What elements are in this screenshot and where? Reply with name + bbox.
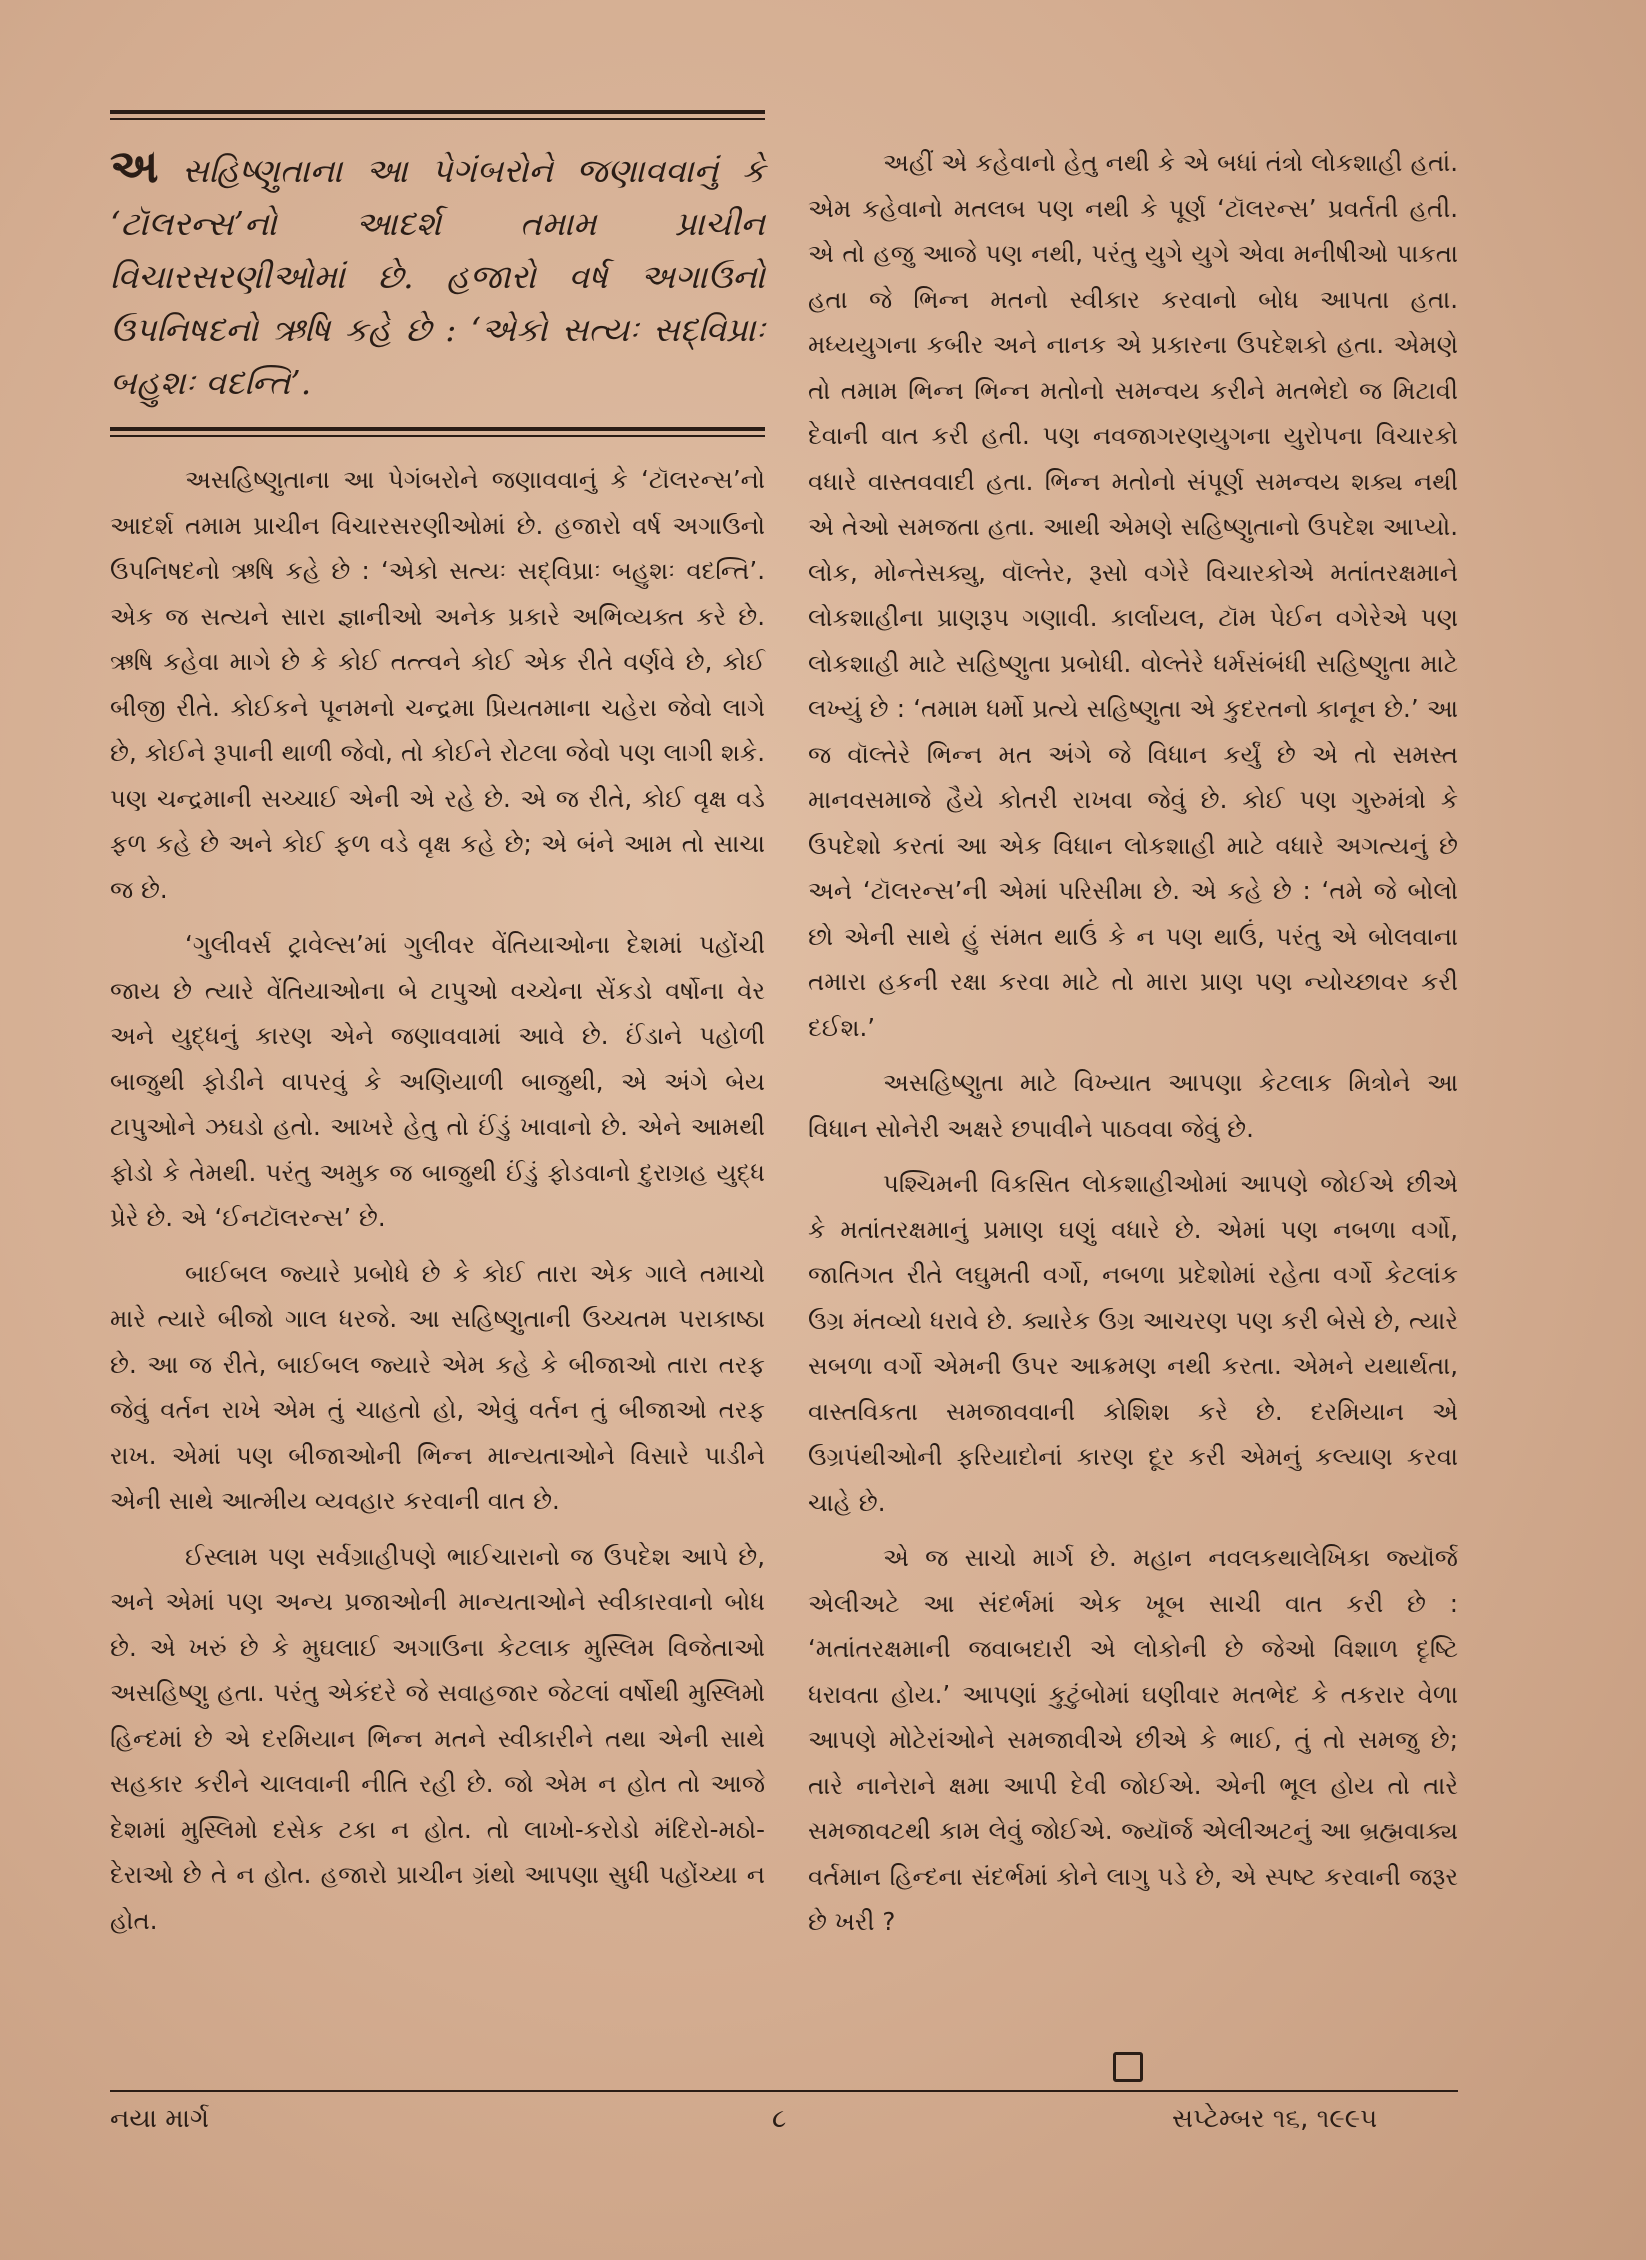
end-of-article-square-icon [1113, 2052, 1143, 2082]
right-column [808, 140, 1458, 1955]
pullquote-drop-letter: અ [110, 139, 159, 193]
publication-name: નયા માર્ગ [110, 2104, 210, 2134]
pullquote-top-rule [110, 110, 765, 120]
right-paragraph: પશ્ચિમની વિકસિત લોકશાહીઓમાં આપણે જોઈએ છીએ કે મતાંતરક્ષમાનું પ્રમાણ ઘણું વધારે છે. એમાં પણ નબળા વર્ગો, જાતિગત રીતે લઘુમતી વર્ગો, નબળા પ્રદેશોમાં રહેતા વર્ગો કેટલાંક ઉગ્ર મંતવ્યો ધરાવે છે. ક્યારેક ઉગ્ર આચરણ પણ કરી બેસે છે, ત્યારે સબળા વર્ગો એમની ઉપર આક્રમણ નથી કરતા. એમને યથાર્થતા, વાસ્તવિકતા સમજાવવાની કોશિશ કરે છે. દરમિયાન એ ઉગ્રપંથીઓની ફરિયાદોનાં કારણ દૂર કરી એમનું કલ્યાણ કરવા ચાહે છે. [808, 1169, 1458, 1517]
left-column [110, 110, 765, 1953]
right-paragraph: અહીં એ કહેવાનો હેતુ નથી કે એ બધાં તંત્રો લોકશાહી હતાં. એમ કહેવાનો મતલબ પણ નથી કે પૂર્ણ ‘ટૉલરન્સ’ પ્રવર્તતી હતી. એ તો હજુ આજે પણ નથી, પરંતુ યુગે યુગે એવા મનીષીઓ પાકતા હતા જે ભિન્ન મતનો સ્વીકાર કરવાનો બોધ આપતા હતા. મધ્યયુગના કબીર અને નાનક એ પ્રકારના ઉપદેશકો હતા. એમણે તો તમામ ભિન્ન ભિન્ન મતોનો સમન્વય કરીને મતભેદો જ મિટાવી દેવાની વાત કરી હતી. પણ નવજાગરણયુગના યુરોપના વિચારકો વધારે વાસ્તવવાદી હતા. ભિન્ન મતોનો સંપૂર્ણ સમન્વય શક્ય નથી એ તેઓ સમજતા હતા. આથી એમણે સહિષ્ણુતાનો ઉપદેશ આપ્યો. લોક, મોન્તેસક્યુ, વૉલ્તેર, રૂસો વગેરે વિચારકોએ મતાંતરક્ષમાને લોકશાહીના પ્રાણરૂપ ગણાવી. કાર્લાયલ, ટૉમ પેઈન વગેરેએ પણ લોકશાહી માટે સહિષ્ણુતા પ્રબોધી. વોલ્તેરે ધર્મસંબંધી સહિષ્ણુતા માટે લખ્યું છે : ‘તમામ ધર્મો પ્રત્યે સહિષ્ણુતા એ કુદરતનો કાનૂન છે.’ આ જ વૉલ્તેરે ભિન્ન મત અંગે જે વિધાન કર્યું છે એ તો સમસ્ત માનવસમાજે હૈયે કોતરી રાખવા જેવું છે. કોઈ પણ ગુરુમંત્રો કે ઉપદેશો કરતાં આ એક વિધાન લોકશાહી માટે વધારે અગત્યનું છે અને ‘ટૉલરન્સ’ની એમાં પરિસીમા છે. એ કહે છે : ‘તમે જે બોલો છો એની સાથે હું સંમત થાઉં કે ન પણ થાઉં, પરંતુ એ બોલવાના તમારા હકની રક્ષા કરવા માટે તો મારા પ્રાણ પણ ન્યોચ્છાવર કરી દઈશ.’ [808, 148, 1458, 1042]
pullquote [110, 120, 765, 427]
pullquote-text: સહિષ્ણુતાના આ પેગંબરોને જણાવવાનું કે ‘ટૉલરન્સ’નો આદર્શ તમામ પ્રાચીન વિચારસરણીઓમાં છે. હજારો વર્ષ અગાઉનો ઉપનિષદનો ઋષિ કહે છે : ‘એકો સત્યઃ સદ્‌વિપ્રાઃ બહુશઃ વદન્તિ’. [110, 151, 765, 402]
issue-date: સપ્ટેમ્બર ૧૬, ૧૯૯૫ [1172, 2104, 1378, 2134]
footer-rule [110, 2090, 1458, 2092]
left-paragraph: અસહિષ્ણુતાના આ પેગંબરોને જણાવવાનું કે ‘ટૉલરન્સ’નો આદર્શ તમામ પ્રાચીન વિચારસરણીઓમાં છે. હજારો વર્ષ અગાઉનો ઉપનિષદનો ઋષિ કહે છે : ‘એકો સત્યઃ સદ્‌વિપ્રાઃ બહુશઃ વદન્તિ’. એક જ સત્યને સારા જ્ઞાનીઓ અનેક પ્રકારે અભિવ્યક્ત કરે છે. ઋષિ કહેવા માગે છે કે કોઈ તત્ત્વને કોઈ એક રીતે વર્ણવે છે, કોઈ બીજી રીતે. કોઈકને પૂનમનો ચન્દ્રમા પ્રિયતમાના ચહેરા જેવો લાગે છે, કોઈને રૂપાની થાળી જેવો, તો કોઈને રોટલા જેવો પણ લાગી શકે. પણ ચન્દ્રમાની સચ્ચાઈ એની એ રહે છે. એ જ રીતે, કોઈ વૃક્ષ વડે ફળ કહે છે અને કોઈ ફળ વડે વૃક્ષ કહે છે; એ બંને આમ તો સાચા જ છે. [110, 465, 765, 904]
pullquote-bottom-rule [110, 427, 765, 437]
left-paragraph: ઈસ્લામ પણ સર્વગ્રાહીપણે ભાઈચારાનો જ ઉપદેશ આપે છે, અને એમાં પણ અન્ય પ્રજાઓની માન્યતાઓને સ્વીકારવાનો બોધ છે. એ ખરું છે કે મુઘલાઈ અગાઉના કેટલાક મુસ્લિમ વિજેતાઓ અસહિષ્ણુ હતા. પરંતુ એકંદરે જે સવાહજાર જેટલાં વર્ષોથી મુસ્લિમો હિન્દમાં છે એ દરમિયાન ભિન્ન મતને સ્વીકારીને તથા એની સાથે સહકાર કરીને ચાલવાની નીતિ રહી છે. જો એમ ન હોત તો આજે દેશમાં મુસ્લિમો દસેક ટકા ન હોત. તો લાખો-કરોડો મંદિરો-મઠો-દેરાઓ છે તે ન હોત. હજારો પ્રાચીન ગ્રંથો આપણા સુધી પહોંચ્યા ન હોત. [110, 1541, 765, 1935]
left-paragraph: બાઈબલ જ્યારે પ્રબોધે છે કે કોઈ તારા એક ગાલે તમાચો મારે ત્યારે બીજો ગાલ ધરજે. આ સહિષ્ણુતાની ઉચ્ચતમ પરાકાષ્ઠા છે. આ જ રીતે, બાઈબલ જ્યારે એમ કહે કે બીજાઓ તારા તરફ જેવું વર્તન રાખે એમ તું ચાહતો હો, એવું વર્તન તું બીજાઓ તરફ રાખ. એમાં પણ બીજાઓની ભિન્ન માન્યતાઓને વિસારે પાડીને એની સાથે આત્મીય વ્યવહાર કરવાની વાત છે. [110, 1258, 765, 1515]
page-number: ૮ [772, 2104, 787, 2134]
left-paragraph: ‘ગુલીવર્સ ટ્રાવેલ્સ’માં ગુલીવર વેંતિયાઓના દેશમાં પહોંચી જાય છે ત્યારે વેંતિયાઓના બે ટાપુઓ વચ્ચેના સેંકડો વર્ષોના વેર અને યુદ્ધનું કારણ એને જણાવવામાં આવે છે. ઈંડાને પહોળી બાજુથી ફોડીને વાપરવું કે અણિયાળી બાજુથી, એ અંગે બેય ટાપુઓને ઝઘડો હતો. આખરે હેતુ તો ઈંડું ખાવાનો છે. એને આમથી ફોડો કે તેમથી. પરંતુ અમુક જ બાજુથી ઈંડું ફોડવાનો દુરાગ્રહ યુદ્ધ પ્રેરે છે. એ ‘ઈનટૉલરન્સ’ છે. [110, 930, 765, 1232]
right-paragraph: અસહિષ્ણુતા માટે વિખ્યાત આપણા કેટલાક મિત્રોને આ વિધાન સોનેરી અક્ષરે છપાવીને પાઠવવા જેવું છે. [808, 1068, 1458, 1143]
right-paragraph: એ જ સાચો માર્ગ છે. મહાન નવલકથાલેખિકા જ્યૉર્જ એલીઅટે આ સંદર્ભમાં એક ખૂબ સાચી વાત કરી છે : ‘મતાંતરક્ષમાની જવાબદારી એ લોકોની છે જેઓ વિશાળ દૃષ્ટિ ધરાવતા હોય.’ આપણાં કુટુંબોમાં ઘણીવાર મતભેદ કે તકરાર વેળા આપણે મોટેરાંઓને સમજાવીએ છીએ કે ભાઈ, તું તો સમજુ છે; તારે નાનેરાને ક્ષમા આપી દેવી જોઈએ. એની ભૂલ હોય તો તારે સમજાવટથી કામ લેવું જોઈએ. જ્યૉર્જ એલીઅટનું આ બ્રહ્મવાક્ય વર્તમાન હિન્દના સંદર્ભમાં કોને લાગુ પડે છે, એ સ્પષ્ટ કરવાની જરૂર છે ખરી ? [808, 1543, 1458, 1936]
